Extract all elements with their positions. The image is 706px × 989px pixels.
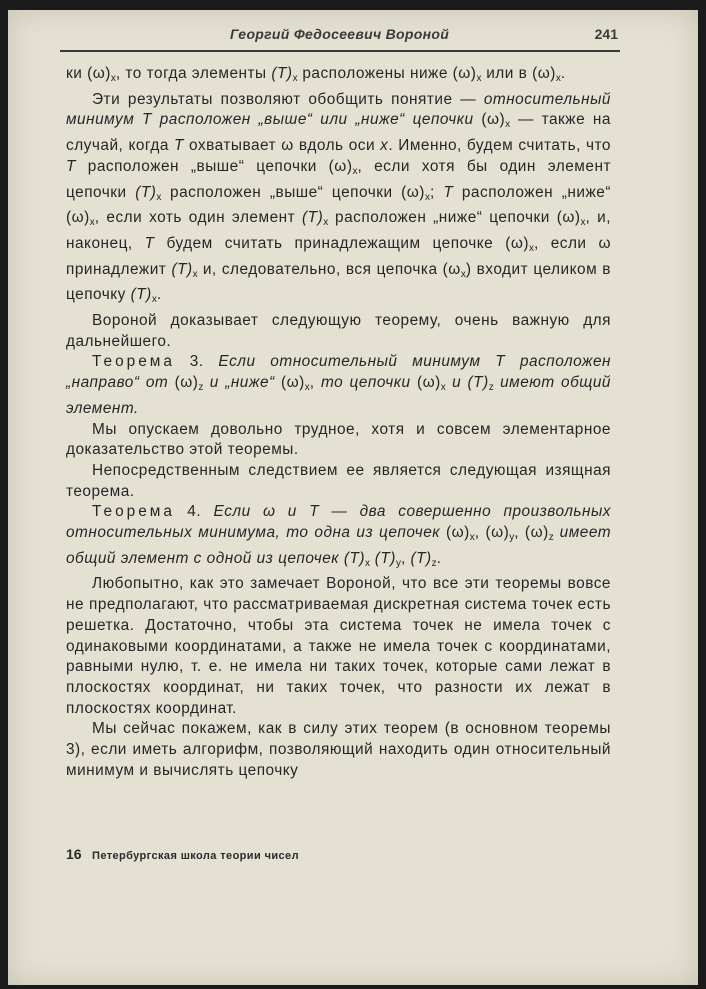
italic-text: (T) [374,549,396,567]
text-run: ) входит целиком в цепочку [66,260,611,304]
subscript: y [395,557,401,569]
text-run: Любопытно, как это замечает Вороной, что все эти теоремы вовсе не предполагают, что рассматриваемая дискретная система точек есть решетка. Достаточно, чтобы эта система точек не имела точек с одинаковыми координатами, а также не имела точек с координатами, равными нулю, т. е. не имела ни таких точек, которые сами лежат в плоскостях координат, ни таких точек, что разности их лежат в плоскостях координат. [66,575,611,717]
italic-text: и (T) [452,374,489,392]
subscript: x [505,119,511,131]
paragraph-theorem-4 [66,502,611,574]
subscript: z [548,532,554,544]
text-run: , (ω) [474,524,510,542]
book-page [8,10,698,985]
text-run: (ω) [440,524,470,542]
subscript: x [110,73,116,84]
italic-text: Если относительный минимум T расположен „направо“ от [66,353,612,392]
text-run: , и, наконец, [66,209,611,252]
subscript: z [198,382,204,394]
text-run: Мы опускаем довольно трудное, хотя и совсем элементарное доказательство этой теоремы. [66,420,611,459]
subscript: z [488,382,494,394]
italic-text: T [443,183,454,201]
paragraph [66,311,611,352]
text-run: ; [429,183,444,201]
subscript: x [292,73,298,84]
italic-text: (T) [135,183,157,201]
subscript: x [89,217,95,229]
subscript: x [352,165,358,177]
text-run: , если хоть один элемент [94,209,303,227]
subscript: x [304,382,310,394]
italic-text: (T) [130,286,152,304]
signature-text: Петербургская школа теории чисел [92,850,299,862]
text-run: . Именно, будем считать, что [388,137,611,155]
running-title: Георгий Федосеевич Вороной [230,26,450,42]
text-run: Эти результаты позволяют обобщить понятие — [92,90,484,108]
text-run: . [560,65,566,82]
paragraph [66,461,611,502]
text-run: , если ω принадлежит [66,234,611,278]
paragraph [66,574,611,719]
italic-text: T [174,137,184,155]
body-text [66,64,611,782]
text-run: расположен „выше“ цепочки (ω) [75,157,353,175]
italic-text: то цепочки [320,374,411,392]
subscript: y [509,532,515,544]
subscript: x [365,557,370,569]
text-run: охватывает ω вдоль оси [183,137,381,155]
subscript: x [151,294,157,306]
subscript: x [528,242,534,254]
text-run: расположен „ниже“ цепочки (ω) [328,209,581,227]
subscript: x [460,268,466,280]
text-run: — также на случай, когда [66,111,611,155]
text-run: (ω) [168,374,199,392]
subscript: x [555,73,561,84]
paragraph-theorem-3 [66,352,611,419]
text-run: Мы сейчас покажем, как в силу этих теорем (в основном теоремы 3), если иметь алгорифм, позволяющий находить один относительный минимум и вычислять цепочку [66,720,611,779]
text-run: (ω) [274,374,305,392]
italic-text: Если ω и T — два совершенно произвольных относительных минимума, то одна из цепочек [66,503,611,542]
text-run: и, следовательно, вся цепочка (ω [197,260,461,278]
italic-text: T [144,234,155,252]
paragraph [66,90,611,311]
subscript: x [424,191,430,203]
italic-text: x [380,137,389,155]
signature-footer [66,846,299,864]
paragraph [66,420,611,461]
text-run: будем считать принадлежащим цепочке (ω) [154,234,529,252]
text-run: , то тогда элементы [115,65,272,82]
subscript: x [156,191,162,203]
text-run: Вороной доказывает следующую теорему, очень важную для дальнейшего. [66,312,611,350]
subscript: z [431,557,437,569]
page-number: 241 [594,26,618,42]
italic-text: (T) [302,209,324,227]
italic-text: относительный минимум T расположен „выше“ или „ниже“ цепочки [66,90,611,129]
subscript: x [440,382,446,394]
text-run: 4. [174,503,214,521]
text-run: , [309,374,321,392]
header-rule [60,50,620,52]
text-run: или в (ω) [481,65,556,82]
subscript: x [469,532,475,544]
text-run: , (ω) [514,524,549,542]
italic-text: (T) [271,65,293,82]
running-header [60,24,620,50]
text-run: Теорема [92,503,175,521]
text-run: (ω) [410,374,441,392]
text-run: , [400,549,411,567]
text-run: , если хотя бы один элемент цепочки [66,157,611,201]
italic-text: имеют общий элемент. [66,374,611,417]
subscript: x [323,217,329,229]
subscript: x [476,73,482,84]
text-run: 3. [174,353,219,371]
paragraph [66,64,611,90]
paragraph [66,719,611,781]
italic-text: (T) [410,549,432,567]
text-run: расположен „ниже“ (ω) [66,183,611,227]
italic-text: и „ниже“ [209,374,275,392]
text-run: . [436,549,442,567]
subscript: x [192,268,198,280]
subscript: x [580,217,586,229]
text-run: Непосредственным следствием ее является следующая изящная теорема. [66,461,611,500]
text-run: (ω) [473,111,506,129]
text-run: расположен „выше“ цепочки (ω) [161,183,425,201]
italic-text: T [66,157,76,175]
signature-number: 16 [66,846,82,862]
italic-text: имеет общий элемент с одной из цепочек (T) [66,524,612,567]
italic-text: (T) [171,260,193,278]
text-run: . [156,286,162,304]
text-run: расположены ниже (ω) [297,65,477,82]
text-run: Теорема [92,353,175,371]
text-run: ки (ω) [66,65,111,82]
